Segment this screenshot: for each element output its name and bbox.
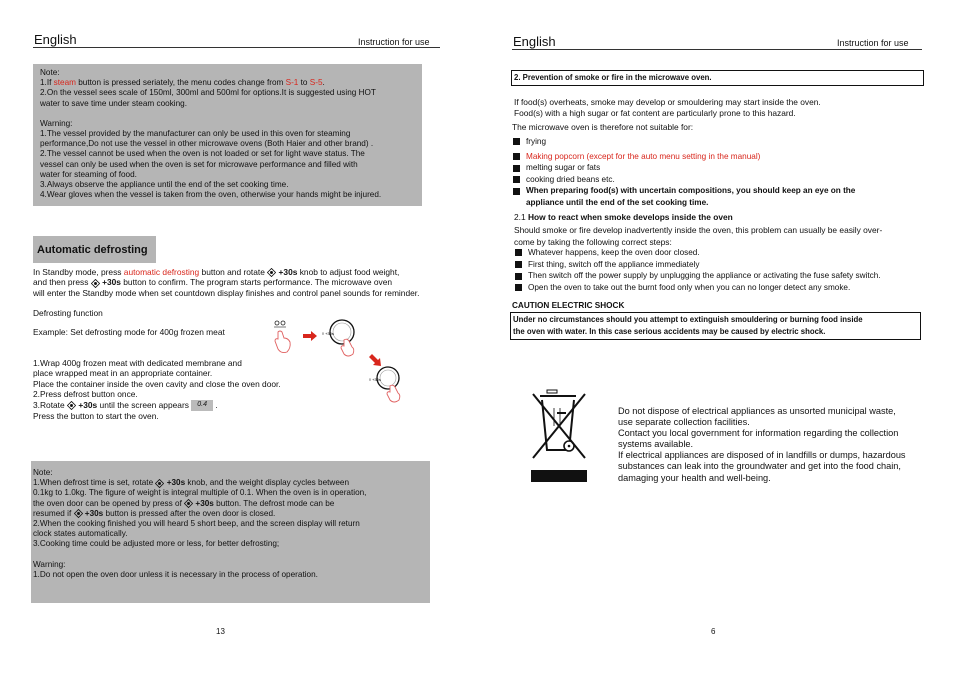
note2-line: clock states automatically. bbox=[33, 529, 128, 539]
note2-line: 0.1kg to 1.0kg. The figure of weight is integral multiple of 0.1. When the oven is in operation, bbox=[33, 488, 367, 498]
list-item-text: When preparing food(s) with uncertain compositions, you should keep an eye on the bbox=[526, 186, 856, 196]
note-title: Note: bbox=[40, 68, 60, 77]
note2-text: knob, and the weight display cycles between bbox=[185, 478, 350, 488]
auto-defrost-keyword: automatic defrosting bbox=[123, 267, 200, 277]
warning-line: 3.Always observe the appliance until the end of the set cooking time. bbox=[40, 180, 289, 190]
smoke-p1: If food(s) overheats, smoke may develop or smouldering may start inside the oven. bbox=[514, 97, 821, 107]
left-header-rule bbox=[33, 47, 440, 48]
caution-title: CAUTION ELECTRIC SHOCK bbox=[512, 301, 625, 310]
weee-line: systems available. bbox=[618, 439, 694, 450]
weee-line: If electrical appliances are disposed of in landfills or dumps, hazardous bbox=[618, 450, 906, 461]
bullet-square-icon bbox=[513, 138, 520, 145]
plus30s-label: +30s bbox=[102, 277, 121, 288]
intro-text: knob to adjust food weight, bbox=[297, 267, 400, 277]
step-1c: Place the container inside the oven cavity and close the oven door. bbox=[33, 378, 281, 389]
note2-warning-title: Warning: bbox=[33, 559, 66, 569]
bullet-square-icon bbox=[515, 261, 522, 268]
rotary-knob-icon bbox=[267, 268, 276, 277]
note-text: to bbox=[298, 78, 310, 88]
list-item bbox=[513, 174, 855, 186]
note2-text: resumed if bbox=[33, 508, 74, 518]
note2-line bbox=[33, 499, 366, 509]
caution-text-part: Under no circumstances should you attempt to extinguish smouldering or burning bbox=[513, 315, 819, 324]
warning-line: vessel can only be used when the oven is set for microwave performance and filled with bbox=[40, 159, 358, 169]
defrost-illustration-1 bbox=[270, 318, 360, 360]
note2-title: Note: bbox=[33, 468, 53, 477]
weight-display: 0.4 bbox=[191, 400, 213, 410]
weee-line: substances can leak into the groundwater and get into the food chain, bbox=[618, 461, 901, 472]
note-text: 1.If bbox=[40, 78, 54, 88]
note2-line: 3.Cooking time could be adjusted more or less, for better defrosting; bbox=[33, 539, 280, 549]
section21-text bbox=[514, 224, 882, 248]
warning-line: 1.The vessel provided by the manufacturer can only be used in this oven for steaming bbox=[40, 129, 351, 139]
plus30s-label: +30s bbox=[166, 478, 186, 488]
defrost-illustration-2 bbox=[360, 352, 420, 404]
warning-line: performance,Do not use the vessel in other microwave ovens (Both Haier and other brand) . bbox=[40, 139, 374, 149]
rotary-knob-icon bbox=[155, 479, 164, 488]
note2-line: 2.When the cooking finished you will heard 5 short beep, and the screen display will return bbox=[33, 519, 360, 529]
list-item-text: First thing, switch off the appliance immediately bbox=[528, 259, 700, 269]
list-item bbox=[515, 282, 881, 294]
warning-title: Warning: bbox=[40, 118, 73, 128]
bullet-square-icon bbox=[513, 165, 520, 172]
section-title: Automatic defrosting bbox=[37, 244, 148, 256]
red-arrow-icon bbox=[369, 354, 381, 366]
bullet-square-icon bbox=[513, 176, 520, 183]
list-item bbox=[513, 185, 855, 197]
not-suitable-list bbox=[513, 136, 855, 209]
section21-p2: come by taking the following correct steps: bbox=[514, 237, 672, 247]
plus30s-label: +30s bbox=[278, 267, 298, 277]
step-4: Press the button to start the oven. bbox=[33, 410, 159, 421]
note2-line bbox=[33, 509, 366, 519]
weee-line: use separate collection facilities. bbox=[618, 417, 750, 428]
weee-line: Do not dispose of electrical appliances as unsorted municipal waste, bbox=[618, 406, 896, 416]
section21-heading bbox=[514, 212, 733, 222]
defrost-steps bbox=[33, 358, 281, 421]
bullet-square-icon bbox=[515, 249, 522, 256]
note2-text: 1.When defrost time is set, rotate bbox=[33, 478, 156, 488]
note-box-steam-text bbox=[40, 68, 381, 200]
note2-line bbox=[33, 478, 366, 488]
warning-line: water for steaming of food. bbox=[40, 169, 137, 179]
list-item bbox=[515, 247, 881, 259]
list-item bbox=[515, 259, 881, 271]
left-language-label: English bbox=[34, 32, 77, 47]
list-item-text: cooking dried beans etc. bbox=[526, 174, 615, 184]
defrost-function-label: Defrosting function bbox=[33, 308, 103, 318]
list-item-text: Making popcorn (except for the auto menu setting in the manual) bbox=[526, 151, 761, 161]
step-text: 3.Rotate bbox=[33, 399, 67, 410]
example-text: Example: Set defrosting mode for 400g frozen meat bbox=[33, 327, 225, 337]
left-page-number: 13 bbox=[216, 627, 225, 636]
control-panel-icon bbox=[274, 321, 286, 327]
weee-line: Contact you local government for information regarding the collection bbox=[618, 428, 899, 439]
plus30s-label: +30s bbox=[195, 498, 214, 508]
note-box-defrost-text bbox=[33, 468, 366, 580]
intro-text: and then press bbox=[33, 277, 91, 288]
caution-line-2: the oven with water. In this case serious accidents may be caused by electric shock. bbox=[513, 327, 826, 336]
svg-text:◊ +30s: ◊ +30s bbox=[369, 377, 381, 382]
step-text: . bbox=[212, 399, 218, 410]
intro-line-1 bbox=[33, 267, 419, 277]
defrost-intro bbox=[33, 267, 419, 298]
weee-line: damaging your health and well-being. bbox=[618, 472, 771, 483]
list-item-text: Whatever happens, keep the oven door closed. bbox=[528, 248, 700, 257]
section21-p1: Should smoke or fire develop inadvertently inside the oven, this problem can usually be easily over- bbox=[514, 225, 883, 235]
note-spacer bbox=[40, 109, 381, 119]
rotary-knob-icon bbox=[67, 401, 76, 410]
list-item bbox=[513, 136, 855, 148]
steam-keyword: steam bbox=[53, 78, 76, 88]
warning-line: 2.The vessel cannot be used when the oven is not loaded or set for light wave status. The bbox=[40, 149, 365, 159]
step-text: until the screen appears bbox=[97, 399, 192, 410]
note-line: 2.On the vessel sees scale of 150ml, 300ml and 500ml for options.It is suggested using HOT bbox=[40, 88, 376, 98]
bullet-square-icon bbox=[515, 273, 522, 280]
bullet-square-icon bbox=[513, 188, 520, 195]
menu-code-start: S-1 bbox=[285, 78, 299, 88]
right-header-instruction: Instruction for use bbox=[837, 38, 909, 48]
intro-text: button and rotate bbox=[199, 267, 268, 277]
step-1a: 1.Wrap 400g frozen meat with dedicated membrane and bbox=[33, 358, 242, 368]
caution-text-part: food inside bbox=[821, 315, 863, 324]
note-text: button is pressed seriately, the menu codes change from bbox=[75, 78, 286, 88]
pointing-hand-icon bbox=[275, 331, 290, 353]
bullet-square-icon bbox=[515, 284, 522, 291]
note2-text: the oven door can be opened by press of bbox=[33, 498, 185, 508]
intro-text: In Standby mode, press bbox=[33, 267, 124, 277]
list-item bbox=[515, 270, 881, 282]
plus30s-label: +30s bbox=[78, 399, 98, 410]
step-3 bbox=[33, 400, 281, 411]
step-1b: place wrapped meat in an appropriate container. bbox=[33, 368, 213, 379]
intro-line-3: will enter the Standby mode when set countdown display finishes and control panel sounds for reminder. bbox=[33, 287, 420, 298]
section21-number: 2.1 bbox=[514, 212, 528, 222]
plus30s-label: +30s bbox=[84, 508, 104, 518]
smoke-p2: Food(s) with a high sugar or fat content are particularly prone to this hazard. bbox=[514, 108, 796, 119]
section21-title: How to react when smoke develops inside the oven bbox=[527, 212, 733, 222]
note2-text: button is pressed after the oven door is closed. bbox=[103, 508, 276, 518]
list-item-text: Open the oven to take out the burnt food only when you can no longer detect any smoke. bbox=[528, 282, 851, 292]
note2-text: button. The defrost mode can be bbox=[213, 498, 335, 508]
warning-line: 4.Wear gloves when the vessel is taken from the oven, otherwise your hands might be injured. bbox=[40, 190, 382, 200]
caution-line-1 bbox=[513, 314, 863, 326]
knob-with-hand-icon bbox=[322, 320, 354, 356]
note-line: water to save time under steam cooking. bbox=[40, 98, 187, 108]
caution-text bbox=[513, 314, 863, 338]
right-language-label: English bbox=[513, 34, 556, 49]
smoke-steps-list bbox=[515, 247, 881, 293]
svg-text:◊ +30s: ◊ +30s bbox=[322, 331, 334, 336]
left-header-instruction: Instruction for use bbox=[358, 37, 430, 47]
list-item bbox=[513, 151, 855, 163]
rotary-knob-icon bbox=[74, 509, 83, 518]
list-item-text: frying bbox=[526, 137, 547, 146]
intro-line-2 bbox=[33, 277, 419, 287]
note2-warning-line: 1.Do not open the oven door unless it is necessary in the process of operation. bbox=[33, 569, 318, 579]
right-header-rule bbox=[512, 49, 922, 50]
rotary-knob-icon bbox=[184, 499, 193, 508]
note2-spacer bbox=[33, 550, 366, 560]
menu-code-end: S-5 bbox=[309, 78, 323, 88]
list-item-text: melting sugar or fats bbox=[526, 163, 601, 173]
list-item bbox=[513, 162, 855, 174]
crossed-out-wheelie-bin-icon bbox=[527, 384, 591, 486]
right-page-number: 6 bbox=[711, 627, 716, 636]
red-arrow-icon bbox=[303, 331, 317, 341]
note-steam-line bbox=[40, 78, 381, 88]
list-item-continuation: appliance until the end of the set cooking time. bbox=[526, 197, 709, 207]
smoke-p3: The microwave oven is therefore not suitable for: bbox=[512, 122, 694, 132]
section2-title: 2. Prevention of smoke or fire in the microwave oven. bbox=[514, 73, 712, 82]
smoke-intro bbox=[514, 97, 821, 119]
rotary-knob-icon bbox=[91, 279, 100, 288]
weee-text bbox=[618, 406, 906, 484]
note-text: . bbox=[322, 78, 325, 88]
step-2: 2.Press defrost button once. bbox=[33, 389, 138, 400]
intro-text: button to confirm. The program starts performance. The microwave oven bbox=[120, 277, 393, 288]
bullet-square-icon bbox=[513, 153, 520, 160]
list-item-text: Then switch off the power supply by unplugging the appliance or activating the fuse safety switch. bbox=[528, 271, 881, 281]
